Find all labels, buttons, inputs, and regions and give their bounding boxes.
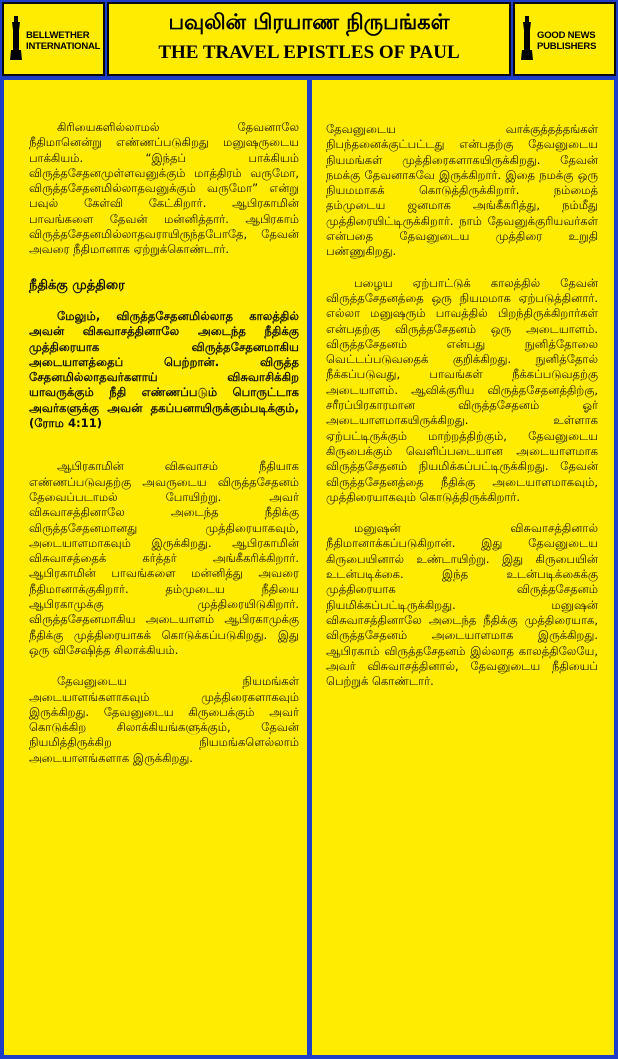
tower-icon xyxy=(521,16,533,60)
paragraph: மனுஷன் விசுவாசத்தினால் நீதிமானாக்கப்படுகிறான். இது தேவனுடைய கிருபையினால் உண்டாயிற்று. இது கிருபையின் உடன்படிக்கை. இந்த உடன்படிக்கைக்கு முத்திரையாக விருத்தசேதனம் நியமிக்கப்பட்டிருக்கிறது. மனுஷன் விசுவாசத்தினாலே அடைந்த நீதிக்கு முத்திரையாக, விருத்தசேதனம் அடையாளமாக இருக்கிறது. ஆபிரகாம் விருத்தசேதனம் இல்லாத காலத்திலேயே, அவர் விசுவாசத்தினால், தேவனுடைய நீதியைப் பெற்றுக் கொண்டார். xyxy=(326,521,598,689)
paragraph: தேவனுடைய நியமங்கள் அடையாளங்களாகவும் முத்திரைகளாகவும் இருக்கிறது. தேவனுடைய கிருபைக்கும் அவர் கொடுக்கிற சிலாக்கியங்களுக்கும், தேவன் நியமித்திருக்கிற நியமங்களெல்லாம் அடையாளங்களாக இருக்கிறது. xyxy=(29,674,299,765)
scripture-reference: (ரோம 4:11) xyxy=(29,416,103,431)
tower-icon xyxy=(10,16,22,60)
good-news-logo xyxy=(513,2,616,76)
paragraph: பழைய ஏற்பாட்டுக் காலத்தில் தேவன் விருத்தசேதனத்தை ஒரு நியமமாக ஏற்படுத்தினார். எல்லா மனுஷரும் பாவத்தில் பிறந்திருக்கிறார்கள் என்பதற்கு விருத்தசேதனம் ஒரு அடையாளம். விருத்தசேதனம் என்பது நுனித்தோலை வெட்டப்படுவதைக் குறிக்கிறது. நுனித்தோல் நீக்கப்படுவது, பாவங்கள் நீக்கப்படுவதற்கு அடையாளம். ஆவிக்குரிய விருத்தசேதனத்திற்கு, சரீரப்பிரகாரமான விருத்தசேதனம் ஓர் அடையாளமாகயிருக்கிறது. உள்ளாக ஏற்பட்டிருக்கும் மாற்றத்திற்கும், தேவனுடைய கிருபைக்கும் வெளிப்படையான அடையாளமாக விருத்தசேதனம் நியமிக்கப்பட்டிருக்கிறது. தேவன் விருத்தசேதனத்தை நீதிக்கு அடையாளமாகவும், முத்திரையாகவும் கொடுத்திருக்கிறார். xyxy=(326,275,598,504)
scripture-quote xyxy=(29,309,299,431)
title-banner xyxy=(107,2,511,76)
paragraph: கிரியைகளில்லாமல் தேவனாலே நீதிமானென்று எண்ணப்படுகிறது மனுஷருடைய பாக்கியம். “இந்தப் பாக்கியம் விருத்தசேதனமுள்ளவனுக்கும் மாத்திரம் வருமோ, விருத்தசேதனமில்லாதவனுக்கும் வருமோ” என்று பவுல் கேள்வி கேட்கிறார். ஆபிரகாமின் பாவங்களை தேவன் மன்னித்தார். ஆபிரகாம் விருத்தசேதனமில்லாதவராயிருந்தபோதே, தேவன் அவரை நீதிமானாக ஏற்றுக்கொண்டார். xyxy=(29,120,299,257)
section-heading: நீதிக்கு முத்திரை xyxy=(29,277,125,293)
page-title-tamil: பவுலின் பிரயாண நிருபங்கள் xyxy=(168,10,450,34)
bellwether-logo-text: BELLWETHER INTERNATIONAL xyxy=(26,30,101,52)
good-news-logo-text: GOOD NEWS PUBLISHERS xyxy=(537,30,597,52)
scripture-quote-text: மேலும், விருத்தசேதனமில்லாத காலத்தில் அவன் விசுவாசத்தினாலே அடைந்த நீதிக்கு முத்திரையாக விருத்தசேதனமாகிய அடையாளத்தைப் பெற்றான். விருத்த சேதனமில்லாதவர்களாய் விசுவாசிக்கிற யாவருக்கும் நீதி எண்ணப்படும் பொருட்டாக அவர்களுக்கு அவன் தகப்பனாயிருக்கும்படிக்கும், xyxy=(29,308,299,415)
bellwether-logo xyxy=(2,2,105,76)
right-column xyxy=(312,80,614,1055)
left-column xyxy=(4,80,307,1055)
paragraph: தேவனுடைய வாக்குத்தத்தங்கள் நிபந்தனைக்குட்பட்டது என்பதற்கு தேவனுடைய நியமங்கள் முத்திரைகளாகயிருக்கிறது. தேவன் நமக்கு தேவனாகவே இருக்கிறார். இதை நமக்கு ஒரு நியமமாகக் கொடுத்திருக்கிறார். நம்மைத் தம்முடைய ஜனமாக அங்கீகரித்து, நம்மீது முத்திரையிட்டிருக்கிறார். நாம் தேவனுக்குரியவர்கள் என்பதை தேவனுடைய முத்திரை உறுதி பண்ணுகிறது. xyxy=(326,122,598,259)
paragraph: ஆபிரகாமின் விசுவாசம் நீதியாக எண்ணப்படுவதற்கு அவருடைய விருத்தசேதனம் தேவைப்படாமல் போயிற்று. அவர் விசுவாசத்தினாலே அடைந்த நீதிக்கு விருத்தசேதனமானது முத்திரையாகவும், அடையாளமாகவும் இருக்கிறது. ஆபிரகாமின் விசுவாசத்தைக் கர்த்தர் அங்கீகரிக்கிறார். ஆபிரகாமின் பாவங்களை மன்னித்து அவரை நீதிமானாக்குகிறார். தம்முடைய நீதியை ஆபிரகாமுக்கு முத்திரையிடுகிறார். விருத்தசேதனமாகிய அடையாளம் ஆபிரகாமுக்கு நீதிக்கு முத்திரையாகக் கொடுக்கப்படுகிறது. இது ஒரு விசேஷித்த சிலாக்கியம். xyxy=(29,459,299,657)
page-title-english: THE TRAVEL EPISTLES OF PAUL xyxy=(158,42,460,63)
